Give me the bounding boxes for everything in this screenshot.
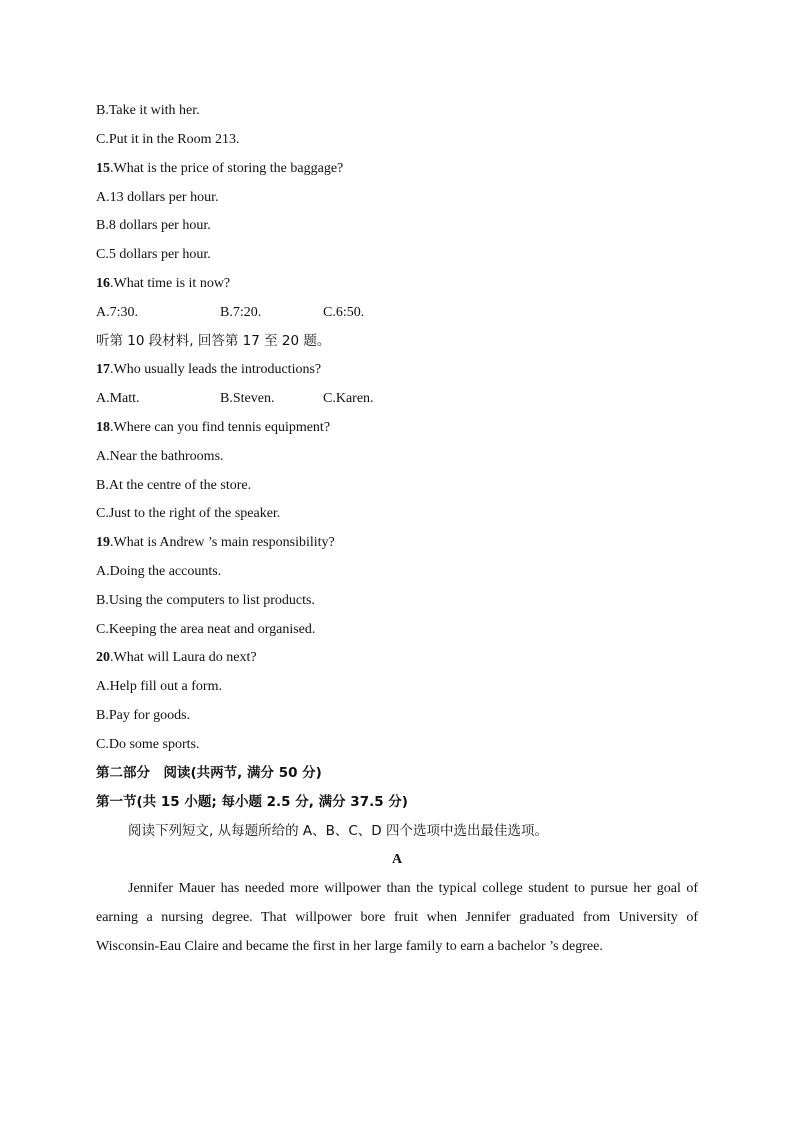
q18-number: 18 xyxy=(96,420,110,435)
q16-number: 16 xyxy=(96,276,110,291)
q18-option-a: A.Near the bathrooms. xyxy=(96,449,224,464)
q17-option-c: C.Karen. xyxy=(323,391,374,406)
q20-text: .What will Laura do next? xyxy=(110,650,257,665)
section1-title: 第一节(共 15 小题; 每小题 2.5 分, 满分 37.5 分) xyxy=(96,794,408,810)
q20-number: 20 xyxy=(96,650,110,665)
q15-stem xyxy=(96,159,343,179)
q17-text: .Who usually leads the introductions? xyxy=(110,362,322,377)
q17-number: 17 xyxy=(96,362,110,377)
q20-option-b: B.Pay for goods. xyxy=(96,708,191,723)
q16-option-c: C.6:50. xyxy=(323,305,365,320)
passage-a-paragraph: Jennifer Mauer has needed more willpower than the typical college student to pursue her goal of earning a nursing degree. That willpower bore fruit when Jennifer graduated from University of Wisconsin-Eau Claire and became the first in her large family to earn a bachelor ’s degree. xyxy=(96,881,698,954)
q17-stem xyxy=(96,360,321,380)
q19-stem xyxy=(96,533,335,553)
q14-option-b: B.Take it with her. xyxy=(96,103,200,118)
q20-stem xyxy=(96,648,257,668)
q16-option-a: A.7:30. xyxy=(96,305,138,320)
passage-label: A xyxy=(391,852,403,867)
reading-instruction: 阅读下列短文, 从每题所给的 A、B、C、D 四个选项中选出最佳选项。 xyxy=(128,823,548,839)
q16-option-b: B.7:20. xyxy=(220,305,262,320)
q15-number: 15 xyxy=(96,161,110,176)
q16-stem xyxy=(96,274,230,294)
q15-option-c: C.5 dollars per hour. xyxy=(96,247,211,262)
q19-option-c: C.Keeping the area neat and organised. xyxy=(96,622,316,637)
part2-title: 第二部分 阅读(共两节, 满分 50 分) xyxy=(96,765,322,781)
q18-option-c: C.Just to the right of the speaker. xyxy=(96,506,281,521)
q19-option-a: A.Doing the accounts. xyxy=(96,564,222,579)
q20-option-a: A.Help fill out a form. xyxy=(96,679,222,694)
q19-option-b: B.Using the computers to list products. xyxy=(96,593,315,608)
q19-text: .What is Andrew ’s main responsibility? xyxy=(110,535,335,550)
q15-text: .What is the price of storing the baggage? xyxy=(110,161,344,176)
q17-option-b: B.Steven. xyxy=(220,391,275,406)
q19-number: 19 xyxy=(96,535,110,550)
q17-option-a: A.Matt. xyxy=(96,391,140,406)
q18-text: .Where can you find tennis equipment? xyxy=(110,420,331,435)
q16-text: .What time is it now? xyxy=(110,276,231,291)
q18-option-b: B.At the centre of the store. xyxy=(96,478,252,493)
listening-instruction-10: 听第 10 段材料, 回答第 17 至 20 题。 xyxy=(96,333,331,349)
q14-option-c: C.Put it in the Room 213. xyxy=(96,132,240,147)
q15-option-b: B.8 dollars per hour. xyxy=(96,218,211,233)
q15-option-a: A.13 dollars per hour. xyxy=(96,190,219,205)
q18-stem xyxy=(96,418,330,438)
q20-option-c: C.Do some sports. xyxy=(96,737,200,752)
